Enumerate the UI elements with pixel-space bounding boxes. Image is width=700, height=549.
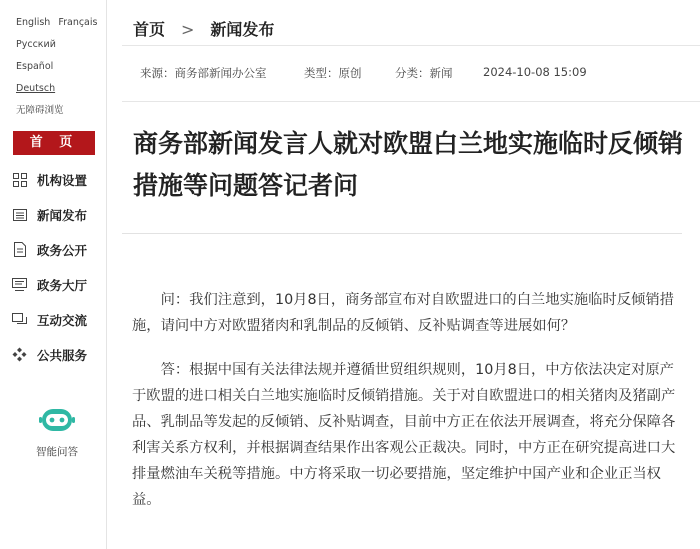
article-answer: 答：根据中国有关法律法规并遵循世贸组织规则，10月8日，中方依法决定对原产于欧盟的进口相关白兰地实施临时反倾销措施。关于对自欧盟进口的相关猪肉及猪副产品、乳制品等发起的反倾销、反补贴调查，目前中方正在依法开展调查，将充分保障各利害关系方权利，并根据调查结果作出客观公正裁决。同时，中方正在研究提高进口大排量燃油车关税等措施。中方将采取一切必要措施，坚定维护中国产业和企业正当权益。 xyxy=(132,362,676,508)
sidebar xyxy=(0,0,107,549)
article-body xyxy=(132,287,688,531)
accessibility-link[interactable]: 无障碍浏览 xyxy=(16,105,64,116)
chat-icon xyxy=(12,312,27,327)
sidebar-item-interaction[interactable] xyxy=(12,302,87,337)
article-title: 商务部新闻发言人就对欧盟白兰地实施临时反倾销措施等问题答记者问 xyxy=(133,129,684,200)
news-icon xyxy=(12,207,27,222)
service-icon xyxy=(12,347,27,362)
lang-spanish[interactable]: Español xyxy=(16,61,54,72)
sidebar-item-label: 政务大厅 xyxy=(37,277,88,293)
assistant-robot-icon[interactable] xyxy=(39,405,75,439)
breadcrumb xyxy=(133,17,274,40)
sidebar-item-label: 政务公开 xyxy=(37,242,88,258)
lang-french[interactable]: Français xyxy=(58,17,98,28)
document-icon xyxy=(12,242,27,257)
sidebar-item-news[interactable] xyxy=(12,197,87,232)
lang-german[interactable]: Deutsch xyxy=(16,83,56,94)
article-question: 问：我们注意到，10月8日，商务部宣布对自欧盟进口的白兰地实施临时反倾销措施，请问中方对欧盟猪肉和乳制品的反倾销、反补贴调查等进展如何？ xyxy=(132,292,674,334)
assistant-label[interactable]: 智能问答 xyxy=(36,446,78,458)
org-structure-icon xyxy=(12,172,27,187)
meta-source: 来源：商务部新闻办公室 xyxy=(140,66,267,80)
sidebar-item-label: 新闻发布 xyxy=(37,207,88,223)
sidebar-item-org[interactable] xyxy=(12,162,87,197)
meta-datetime: 2024-10-08 15:09 xyxy=(483,65,587,79)
meta-type: 类型：原创 xyxy=(304,66,362,80)
language-switcher xyxy=(16,12,106,122)
monitor-icon xyxy=(12,277,27,292)
article-meta-bar xyxy=(122,45,700,102)
breadcrumb-current[interactable]: 新闻发布 xyxy=(210,20,275,39)
lang-english[interactable]: English xyxy=(16,17,51,28)
sidebar-nav xyxy=(12,162,87,372)
sidebar-item-service-hall[interactable] xyxy=(12,267,87,302)
sidebar-home-button[interactable]: 首 页 xyxy=(13,131,95,155)
sidebar-item-label: 公共服务 xyxy=(37,347,88,363)
sidebar-item-public-service[interactable] xyxy=(12,337,87,372)
sidebar-item-gov-affairs[interactable] xyxy=(12,232,87,267)
sidebar-item-label: 互动交流 xyxy=(37,312,88,328)
lang-russian[interactable]: Русский xyxy=(16,39,56,50)
title-divider xyxy=(122,233,682,234)
breadcrumb-separator: > xyxy=(181,20,195,39)
sidebar-item-label: 机构设置 xyxy=(37,172,88,188)
breadcrumb-home[interactable]: 首页 xyxy=(133,20,166,39)
meta-category: 分类：新闻 xyxy=(395,66,453,80)
